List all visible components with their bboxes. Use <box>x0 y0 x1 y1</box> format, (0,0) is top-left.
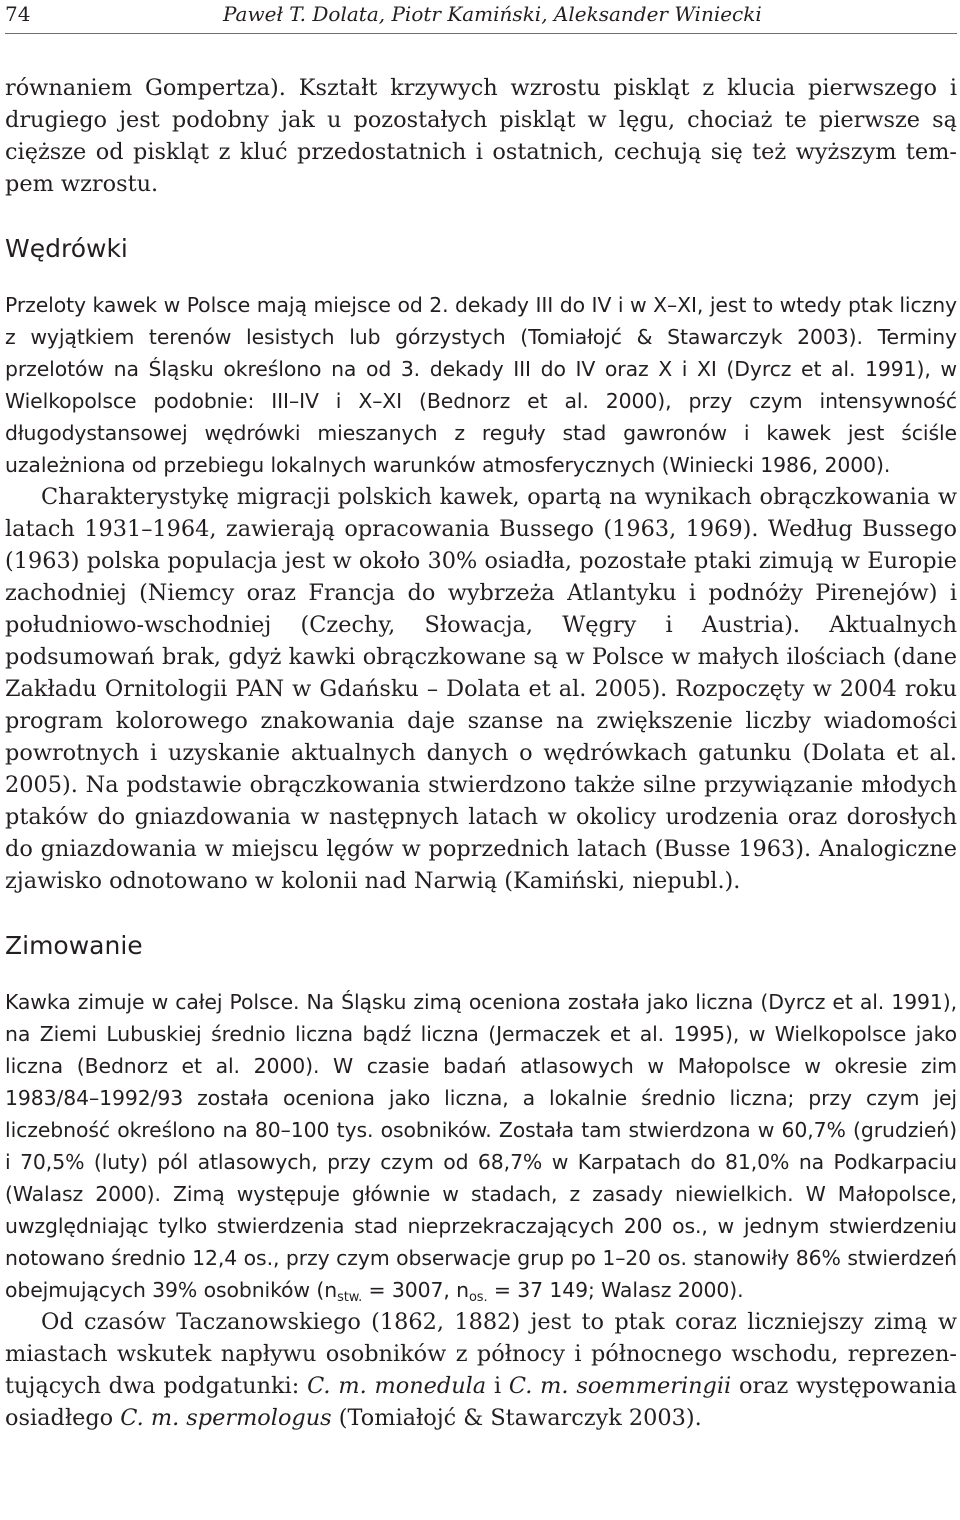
wintering-paragraph-1-text: Kawka zimuje w całej Polsce. Na Śląsku zimą oceniona została jako liczna (Dyrcz et al. 1991), na Ziemi Lubuskiej średnio liczna bądź liczna (Jermaczek et al. 1995), w Wielkopolsce jako liczna (Bednorz et al. 2000). W czasie badań atlasowych w Małopolsce w okresie zim 1983/84–1992/93 została oceniona jako liczna, a lokalnie średnio liczna; przy czym jej liczebność określono na 80–100 tys. osobników. Została tam stwierdzona w 60,7% (grudzień) i 70,5% (luty) pól atlasowych, przy czym od 68,7% w Karpatach do 81,0% na Podkarpaciu (Walasz 2000). Zimą występuje głównie w stadach, z zasady niewielkich. W Małopolsce, uwzględniając tylko stwierdzenia stad nieprzekraczających 200 os., w jednym stwierdzeniu notowano średnio 12,4 os., przy czym obserwacje grup po 1–20 os. stanowiły 86% stwierdzeń obejmujących 39% osobników (n <box>5 990 957 1302</box>
subscript-stw: stw. <box>337 1290 363 1305</box>
wintering-paragraph-1-mid: = 3007, n <box>362 1278 469 1302</box>
wintering-paragraph-2-b: i <box>486 1373 509 1399</box>
migration-paragraph-1: Przeloty kawek w Polsce mają miejsce od 2. dekady III do IV i w X–XI, jest to wtedy ptak liczny z wyjątkiem terenów lesistych lub górzystych (Tomiałojć & Stawarczyk 2003). Terminy przelotów na Śląsku określono na od 3. dekady III do IV oraz X i XI (Dyrcz et al. 1991), w Wielkopolsce podobnie: III–IV i X–XI (Bednorz et al. 2000), przy czym intensywność długodystansowej wędrówki mieszanych z reguły stad gawronów i kawek jest ściśle uzależniona od przebiegu lokalnych warunków atmosferycznych (Winiecki 1986, 2000). <box>5 293 957 477</box>
running-head: Paweł T. Dolata, Piotr Kamiński, Aleksander Winiecki <box>223 2 762 26</box>
wintering-paragraph-1-end: = 37 149; Walasz 2000). <box>487 1278 744 1302</box>
wintering-paragraph-1 <box>5 986 957 1306</box>
wintering-paragraph-2 <box>5 1306 957 1434</box>
page-number: 74 <box>5 2 31 26</box>
intro-paragraph: równaniem Gompertza). Kształt krzywych wzrostu piskląt z klucia pierwszego i drugiego jest podobny jak u pozostałych piskląt w lęgu, chociaż te pierwsze są cięższe od piskląt z kluć przedostatnich i ostatnich, cechują się też wyższym tempem wzrostu. <box>5 75 957 197</box>
migration-paragraph-2: Charakterystykę migracji polskich kawek, opartą na wynikach obrączkowania w latach 1931–1964, zawierają opracowania Bussego (1963, 1969). Według Bussego (1963) polska populacja jest w około 30% osiadła, pozostałe ptaki zimują w Europie zachodniej (Niemcy oraz Francja do wybrzeża Atlantyku i podnóży Pirenejów) i południowo-wschodniej (Czechy, Słowacja, Węgry i Austria). Aktualnych podsumowań brak, gdyż kawki obrączkowane są w Polsce w małych ilościach (dane Zakładu Ornitologii PAN w Gdańsku – Dolata et al. 2005). Rozpoczęty w 2004 roku program kolorowego znakowania daje szanse na zwiększenie liczby wiadomości powrotnych i uzyskanie aktualnych danych o wędrówkach gatunku (Dolata et al. 2005). Na podstawie obrączkowania stwierdzono także silne przywiązanie młodych ptaków do gniazdowania w następnych latach w okolicy urodzenia oraz dorosłych do gniazdowania w miejscu lęgów w poprzednich latach (Busse 1963). Analogiczne zjawisko odnotowano w kolonii nad Narwią (Kamiński, niepubl.). <box>5 484 957 894</box>
wintering-paragraph-2-a: Od czasów Taczanowskiego (1862, 1882) jest to ptak coraz liczniejszy zimą w miastach wskutek napływu osobników z północy i północnego wschodu, reprezentujących dwa podgatunki: <box>5 1309 957 1399</box>
header-rule <box>5 33 957 34</box>
subscript-os: os. <box>468 1290 488 1305</box>
page-header <box>5 0 957 26</box>
species-name-spermologus: C. m. spermologus <box>120 1405 332 1431</box>
page-body <box>5 72 957 1434</box>
species-name-soemmeringii: C. m. soemmeringii <box>508 1373 732 1399</box>
section-heading-migration: Wędrówki <box>5 234 128 263</box>
wintering-paragraph-2-c: oraz występowania osiadłego <box>5 1373 957 1431</box>
wintering-paragraph-2-d: (Tomiałojć & Stawarczyk 2003). <box>331 1405 702 1431</box>
species-name-monedula: C. m. monedula <box>307 1373 487 1399</box>
section-heading-wintering: Zimowanie <box>5 931 143 960</box>
